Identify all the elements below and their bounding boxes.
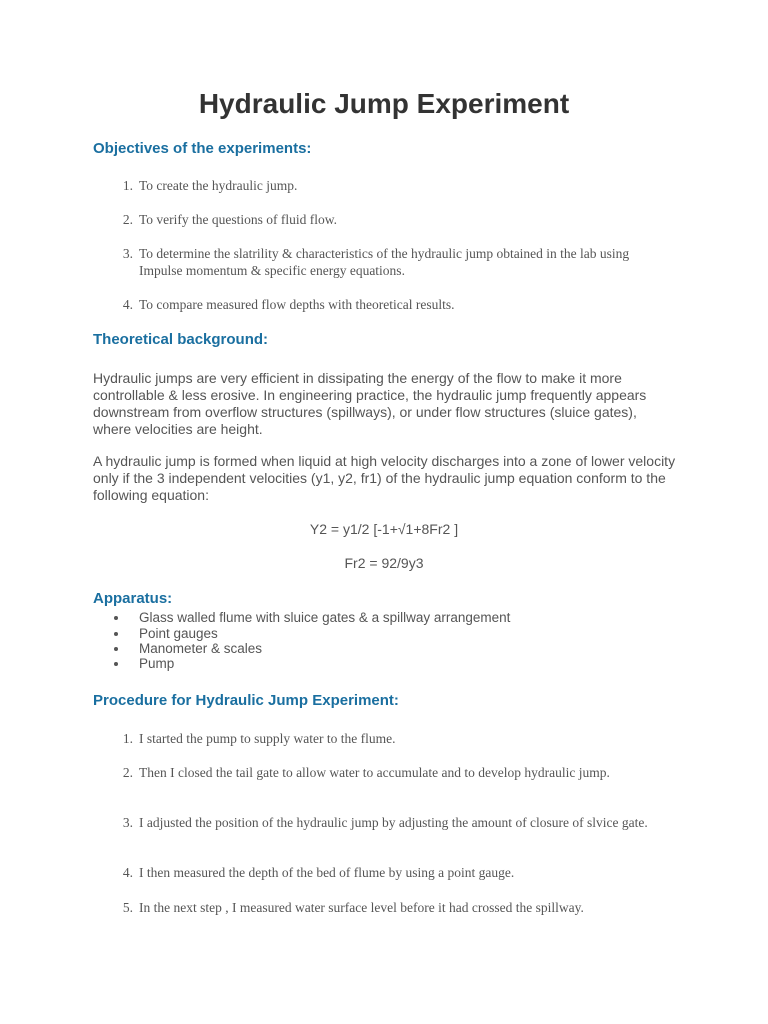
apparatus-text: Pump	[139, 656, 175, 671]
procedure-text: I adjusted the position of the hydraulic jump by adjusting the amount of closure of slvice gate.	[139, 815, 648, 830]
procedure-text: In the next step , I measured water surface level before it had crossed the spillway.	[139, 900, 584, 915]
apparatus-heading: Apparatus:	[93, 590, 173, 607]
procedure-number: 2.	[122, 765, 133, 780]
objective-number: 4.	[122, 297, 133, 312]
procedure-number: 1.	[122, 731, 133, 746]
procedure-number: 4.	[122, 865, 133, 880]
objective-text: To verify the questions of fluid flow.	[139, 212, 338, 227]
objective-text: To determine the slatrility & characteristics of the hydraulic jump obtained in the lab using Impulse momentum & specific energy equations.	[139, 246, 630, 278]
objective-number: 1.	[122, 178, 133, 193]
apparatus-text: Point gauges	[139, 626, 218, 641]
theory-paragraph: A hydraulic jump is formed when liquid at high velocity discharges into a zone of lower velocity only if the 3 independent velocities (y1, y2, fr1) of the hydraulic jump equation conform to the following equation:	[93, 453, 676, 503]
equation: Fr2 = 92/9y3	[344, 555, 424, 571]
apparatus-text: Glass walled flume with sluice gates & a spillway arrangement	[139, 610, 511, 625]
procedure-number: 5.	[122, 900, 133, 915]
bullet-icon	[114, 662, 118, 666]
procedure-text: I started the pump to supply water to the flume.	[139, 731, 396, 746]
bullet-icon	[114, 632, 118, 636]
procedure-text: I then measured the depth of the bed of flume by using a point gauge.	[139, 865, 515, 880]
objective-text: To compare measured flow depths with theoretical results.	[139, 297, 455, 312]
bullet-icon	[114, 647, 118, 651]
apparatus-text: Manometer & scales	[139, 641, 263, 656]
procedure-heading: Procedure for Hydraulic Jump Experiment:	[93, 692, 399, 709]
objective-number: 2.	[122, 212, 133, 227]
procedure-number: 3.	[122, 815, 133, 830]
objectives-heading: Objectives of the experiments:	[93, 140, 312, 157]
theory-heading: Theoretical background:	[93, 331, 269, 348]
procedure-text: Then I closed the tail gate to allow water to accumulate and to develop hydraulic jump.	[139, 765, 610, 780]
objective-number: 3.	[122, 246, 133, 261]
bullet-icon	[114, 616, 118, 620]
page-title: Hydraulic Jump Experiment	[198, 88, 570, 119]
objective-text: To create the hydraulic jump.	[139, 178, 298, 193]
theory-paragraph: Hydraulic jumps are very efficient in dissipating the energy of the flow to make it more controllable & less erosive. In engineering practice, the hydraulic jump frequently appears downstream from overflow structures (spillways), or under flow structures (sluice gates), where velocities are height.	[93, 370, 647, 437]
equation: Y2 = y1/2 [-1+√1+8Fr2 ]	[309, 521, 459, 537]
